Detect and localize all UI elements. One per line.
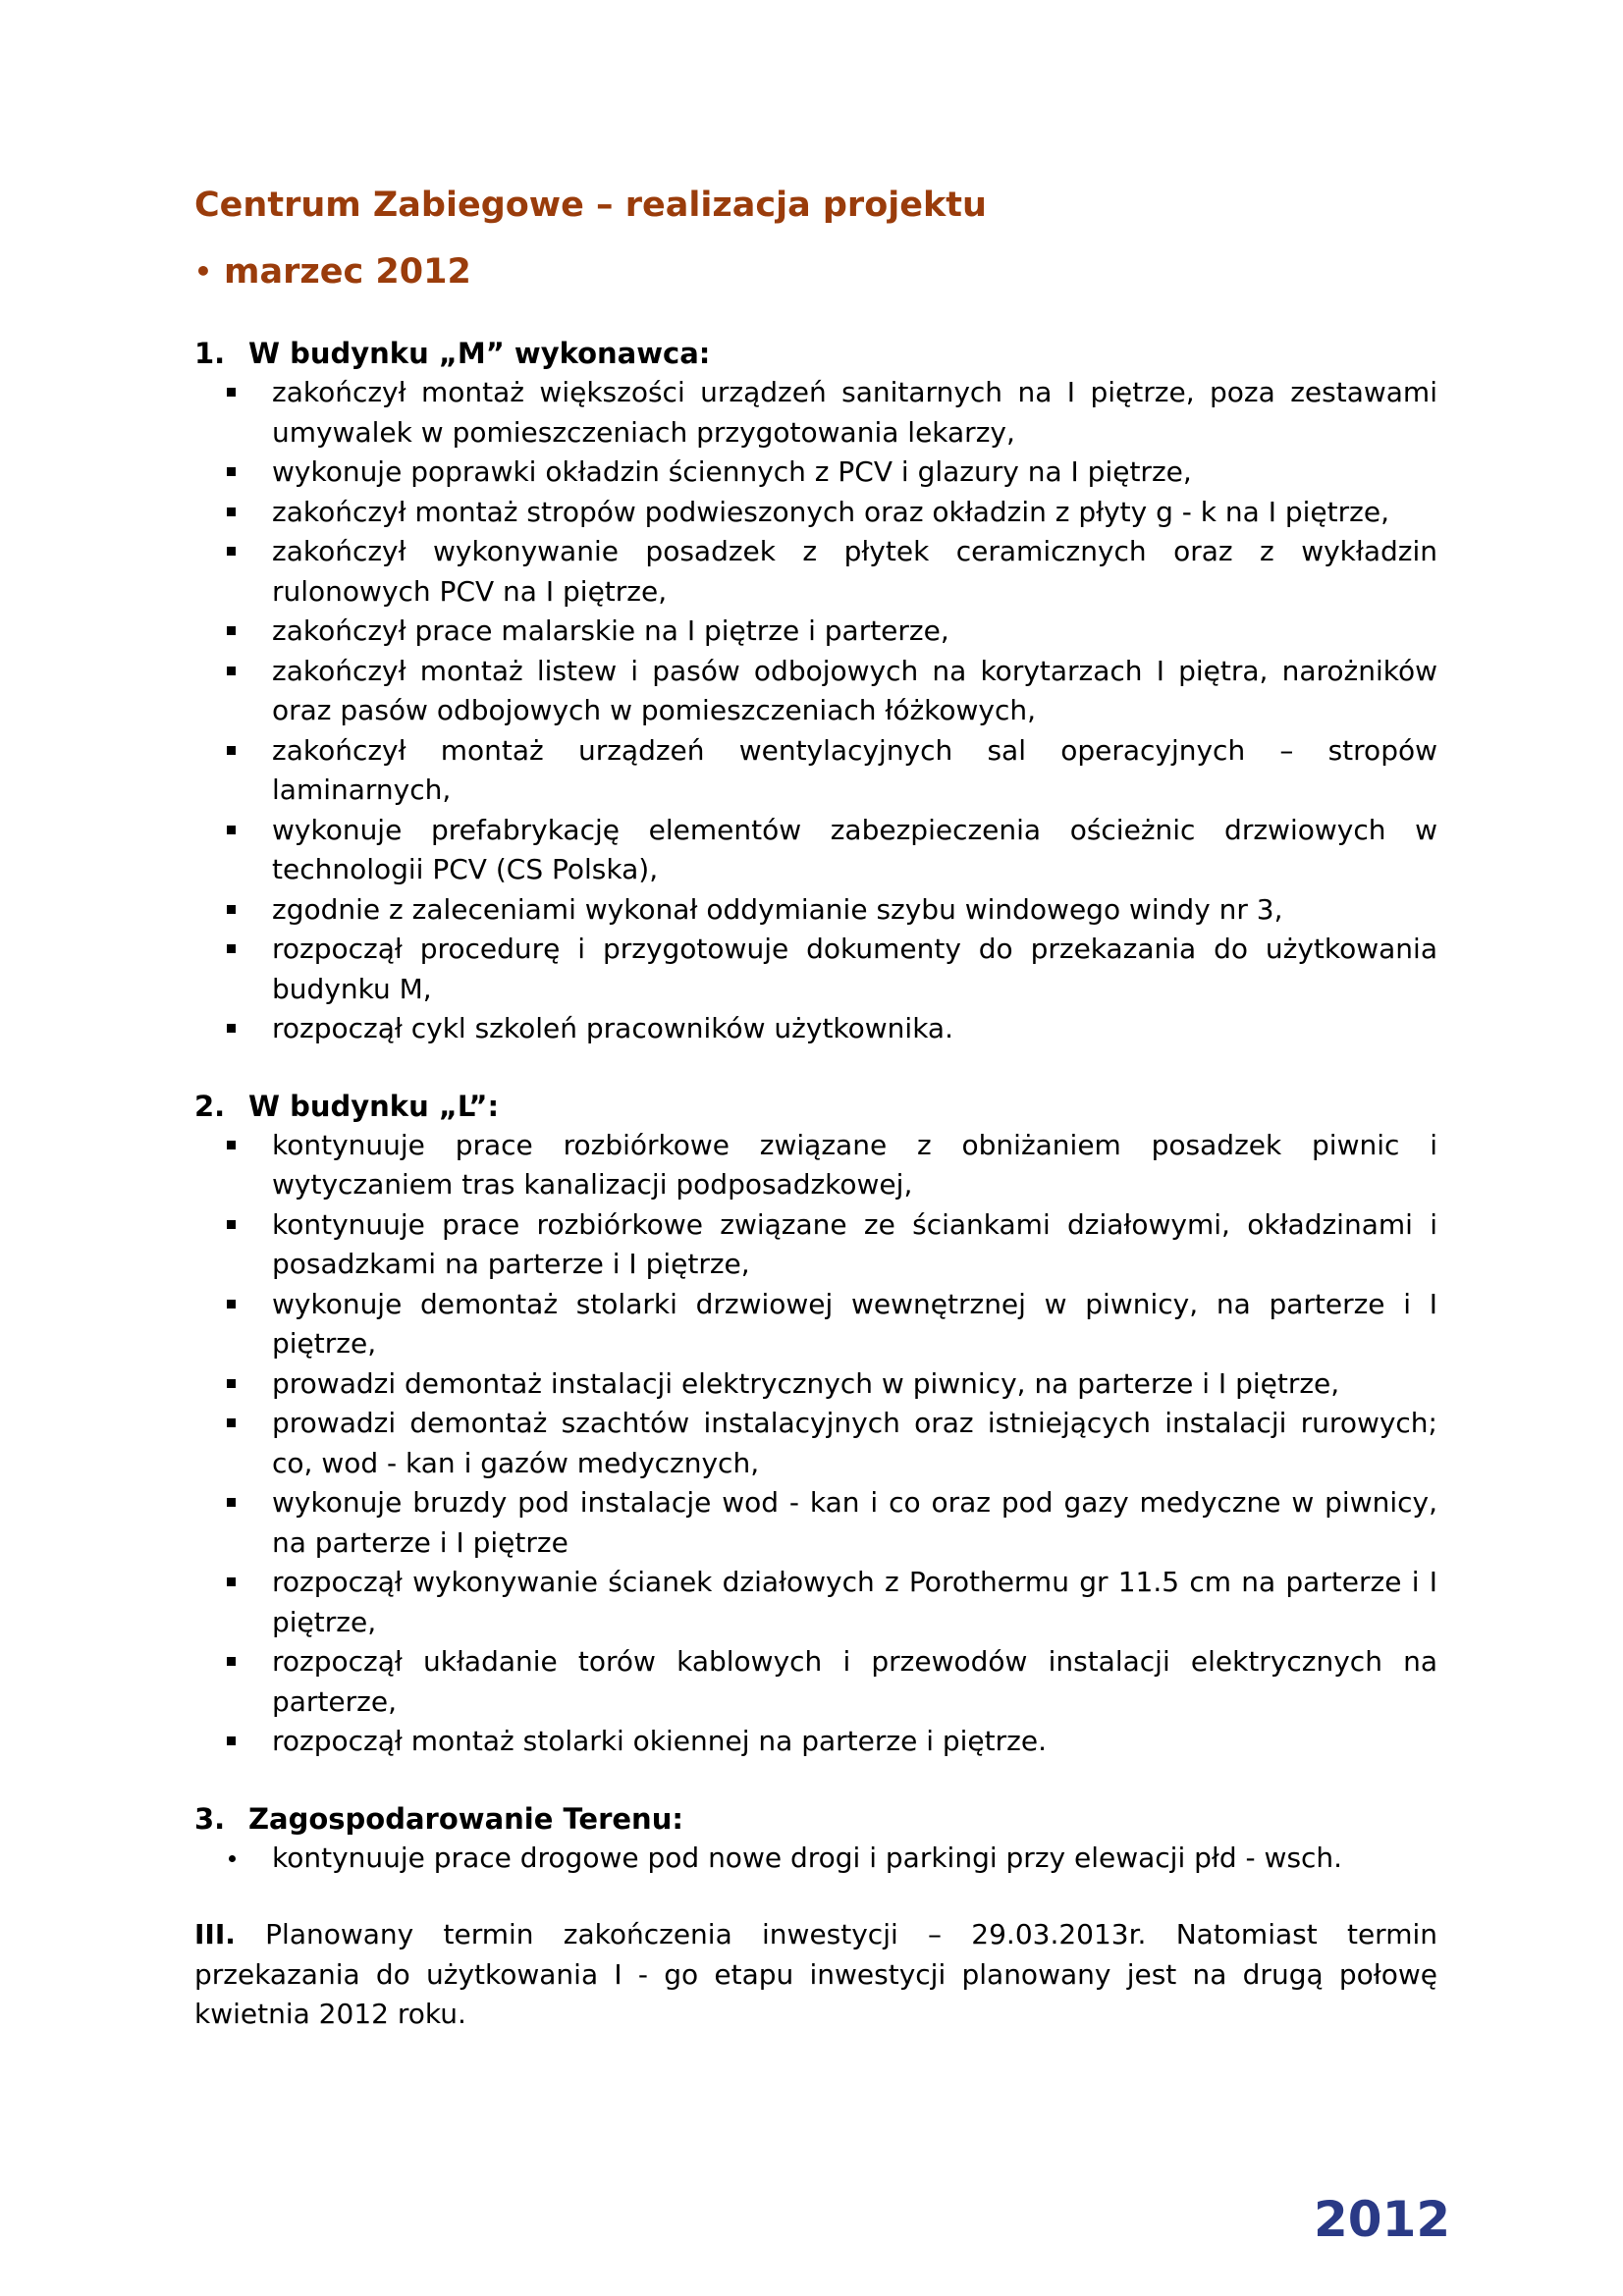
section-number: 3. [194,1801,226,1836]
section-title: Zagospodarowanie Terenu: [248,1801,683,1836]
square-bullet-icon [227,467,236,476]
closing-roman-numeral: III. [194,1918,236,1950]
list-item: prowadzi demontaż instalacji elektrycznych w piwnicy, na parterze i I piętrze, [194,1364,1437,1405]
square-bullet-icon [227,746,236,755]
section-building-l [194,1087,1437,1762]
list-item: rozpoczął procedurę i przygotowuje dokumenty do przekazania do użytkowania budynku M, [194,930,1437,1009]
footer-year: 2012 [1314,2191,1451,2248]
list-item: wykonuje bruzdy pod instalacje wod - kan i co oraz pod gazy medyczne w piwnicy, na parterze i I piętrze [194,1483,1437,1563]
square-bullet-icon [227,507,236,516]
square-bullet-icon [227,1024,236,1033]
square-bullet-icon [227,944,236,953]
square-bullet-icon [227,826,236,834]
section-site-development [194,1799,1437,1879]
square-bullet-icon [227,905,236,914]
list-item: zakończył montaż urządzeń wentylacyjnych sal operacyjnych – stropów laminarnych, [194,731,1437,811]
section-item-list [194,1126,1437,1762]
square-bullet-icon [227,388,236,397]
section-heading [194,1087,1437,1126]
square-bullet-icon [227,1657,236,1666]
list-item: zakończył montaż większości urządzeń sanitarnych na I piętrze, poza zestawami umywalek w pomieszczeniach przygotowania lekarzy, [194,373,1437,453]
section-title: W budynku „M” wykonawca: [248,337,711,370]
square-bullet-icon [227,1220,236,1229]
square-bullet-icon [227,1577,236,1586]
square-bullet-icon [227,1498,236,1507]
closing-text: Planowany termin zakończenia inwestycji – 29.03.2013r. Natomiast termin przekazania do użytkowania I - go etapu inwestycji planowany jest na drugą połowę kwietnia 2012 roku. [194,1918,1437,2030]
list-item: kontynuuje prace drogowe pod nowe drogi i parkingi przy elewacji płd - wsch. [194,1839,1437,1879]
list-item: zakończył wykonywanie posadzek z płytek ceramicznych oraz z wykładzin rulonowych PCV na I piętrze, [194,532,1437,612]
list-item: wykonuje demontaż stolarki drzwiowej wewnętrznej w piwnicy, na parterze i I piętrze, [194,1285,1437,1364]
document-subtitle [194,249,1437,294]
list-item: rozpoczął montaż stolarki okiennej na parterze i piętrze. [194,1722,1437,1762]
square-bullet-icon [227,1736,236,1745]
square-bullet-icon [227,1300,236,1308]
list-item: rozpoczął cykl szkoleń pracowników użytkownika. [194,1009,1437,1049]
section-item-list [194,373,1437,1049]
subtitle-bullet: • [194,255,212,288]
list-item: zakończył montaż stropów podwieszonych oraz okładzin z płyty g - k na I piętrze, [194,493,1437,533]
section-building-m [194,334,1437,1049]
document-page [194,183,1437,2062]
section-number: 1. [194,337,226,370]
square-bullet-icon [227,1418,236,1427]
section-item-list [194,1839,1437,1879]
square-bullet-icon [227,667,236,675]
list-item: kontynuuje prace rozbiórkowe związane z obniżaniem posadzek piwnic i wytyczaniem tras kanalizacji podposadzkowej, [194,1126,1437,1205]
subtitle-text: marzec 2012 [224,252,471,292]
square-bullet-icon [227,626,236,635]
list-item: wykonuje prefabrykację elementów zabezpieczenia ościeżnic drzwiowych w technologii PCV (CS Polska), [194,811,1437,890]
square-bullet-icon [227,1141,236,1149]
round-bullet-icon [229,1855,236,1862]
list-item: rozpoczął układanie torów kablowych i przewodów instalacji elektrycznych na parterze, [194,1642,1437,1722]
square-bullet-icon [227,1379,236,1388]
list-item: zakończył prace malarskie na I piętrze i parterze, [194,612,1437,652]
list-item: kontynuuje prace rozbiórkowe związane ze ściankami działowymi, okładzinami i posadzkami na parterze i I piętrze, [194,1205,1437,1285]
section-title: W budynku „L”: [248,1089,500,1123]
section-heading [194,334,1437,373]
list-item: zakończył montaż listew i pasów odbojowych na korytarzach I piętra, narożników oraz pasów odbojowych w pomieszczeniach łóżkowych, [194,652,1437,731]
square-bullet-icon [227,547,236,556]
closing-paragraph [194,1915,1437,2035]
list-item: zgodnie z zaleceniami wykonał oddymianie szybu windowego windy nr 3, [194,890,1437,931]
list-item: rozpoczął wykonywanie ścianek działowych z Porothermu gr 11.5 cm na parterze i I piętrze, [194,1563,1437,1642]
section-number: 2. [194,1089,226,1123]
section-heading [194,1799,1437,1839]
list-item: wykonuje poprawki okładzin ściennych z PCV i glazury na I piętrze, [194,453,1437,493]
list-item: prowadzi demontaż szachtów instalacyjnych oraz istniejących instalacji rurowych; co, wod - kan i gazów medycznych, [194,1404,1437,1483]
document-title: Centrum Zabiegowe – realizacja projektu [194,186,987,225]
